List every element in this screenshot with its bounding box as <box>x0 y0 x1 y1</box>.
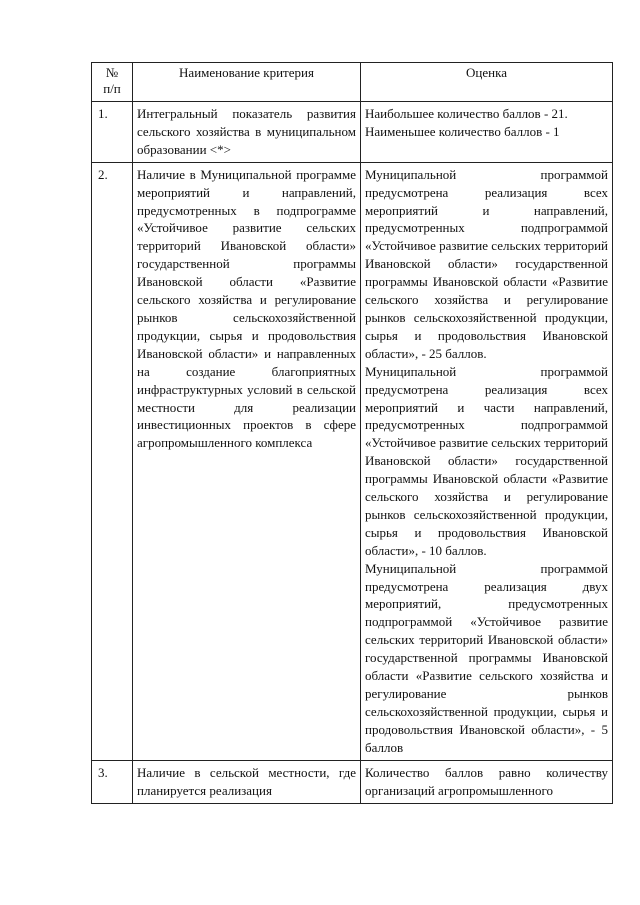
score-paragraph: Наименьшее количество баллов - 1 <box>365 123 560 139</box>
score-paragraph: Наибольшее количество баллов - 21. <box>365 106 568 121</box>
table-row <box>92 162 613 760</box>
row-number: 1. <box>92 102 133 163</box>
table-row <box>92 102 613 163</box>
criterion-cell: Наличие в сельской местности, где планируется реализация <box>133 760 361 803</box>
table-header-row <box>92 63 613 102</box>
row-number: 3. <box>92 760 133 803</box>
score-cell <box>361 102 613 163</box>
score-paragraph: Муниципальной программой предусмотрена реализация двух мероприятий, предусмотренных подпрограммой «Устойчивое развитие сельских территорий Ивановской области» государственной программы Ивановской области «Развитие сельского хозяйства и регулирование рынков сельскохозяйственной продукции, сырья и продовольствия Ивановской области», - 5 баллов <box>365 560 608 755</box>
table-row <box>92 760 613 803</box>
score-cell <box>361 760 613 803</box>
criteria-table <box>91 62 613 804</box>
number-header-sign: № <box>105 65 119 80</box>
score-paragraph: Муниципальной программой предусмотрена реализация всех мероприятий и направлений, предусмотренных подпрограммой «Устойчивое развитие сельских территорий Ивановской области» государственной программы Ивановской области «Развитие сельского хозяйства и регулирование рынков сельскохозяйственной продукции, сырья и продовольствия Ивановской области», - 25 баллов. <box>365 166 609 361</box>
score-column-header: Оценка <box>361 63 613 102</box>
criterion-column-header: Наименование критерия <box>133 63 361 102</box>
criterion-cell: Наличие в Муниципальной программе мероприятий и направлений, предусмотренных в подпрограмме «Устойчивое развитие сельских территорий Ивановской области» государственной программы Ивановской области «Развитие сельского хозяйства и регулирование рынков сельскохозяйственной продукции, сырья и продовольствия Ивановской области» и направленных на создание благоприятных инфраструктурных условий в сельской местности для реализации инвестиционных проектов в сфере агропромышленного комплекса <box>133 162 361 760</box>
score-paragraph: Муниципальной программой предусмотрена реализация всех мероприятий и части направлений, предусмотренных подпрограммой «Устойчивое развитие сельских территорий Ивановской области» государственной программы Ивановской области «Развитие сельского хозяйства и регулирование рынков сельскохозяйственной продукции, сырья и продовольствия Ивановской области», - 10 баллов. <box>365 363 609 558</box>
number-column-header <box>92 63 133 102</box>
score-cell <box>361 162 613 760</box>
score-paragraph: Количество баллов равно количеству организаций агропромышленного <box>365 764 608 798</box>
criterion-cell: Интегральный показатель развития сельского хозяйства в муниципальном образовании <*> <box>133 102 361 163</box>
row-number: 2. <box>92 162 133 760</box>
number-header-abbrev: п/п <box>103 81 121 96</box>
